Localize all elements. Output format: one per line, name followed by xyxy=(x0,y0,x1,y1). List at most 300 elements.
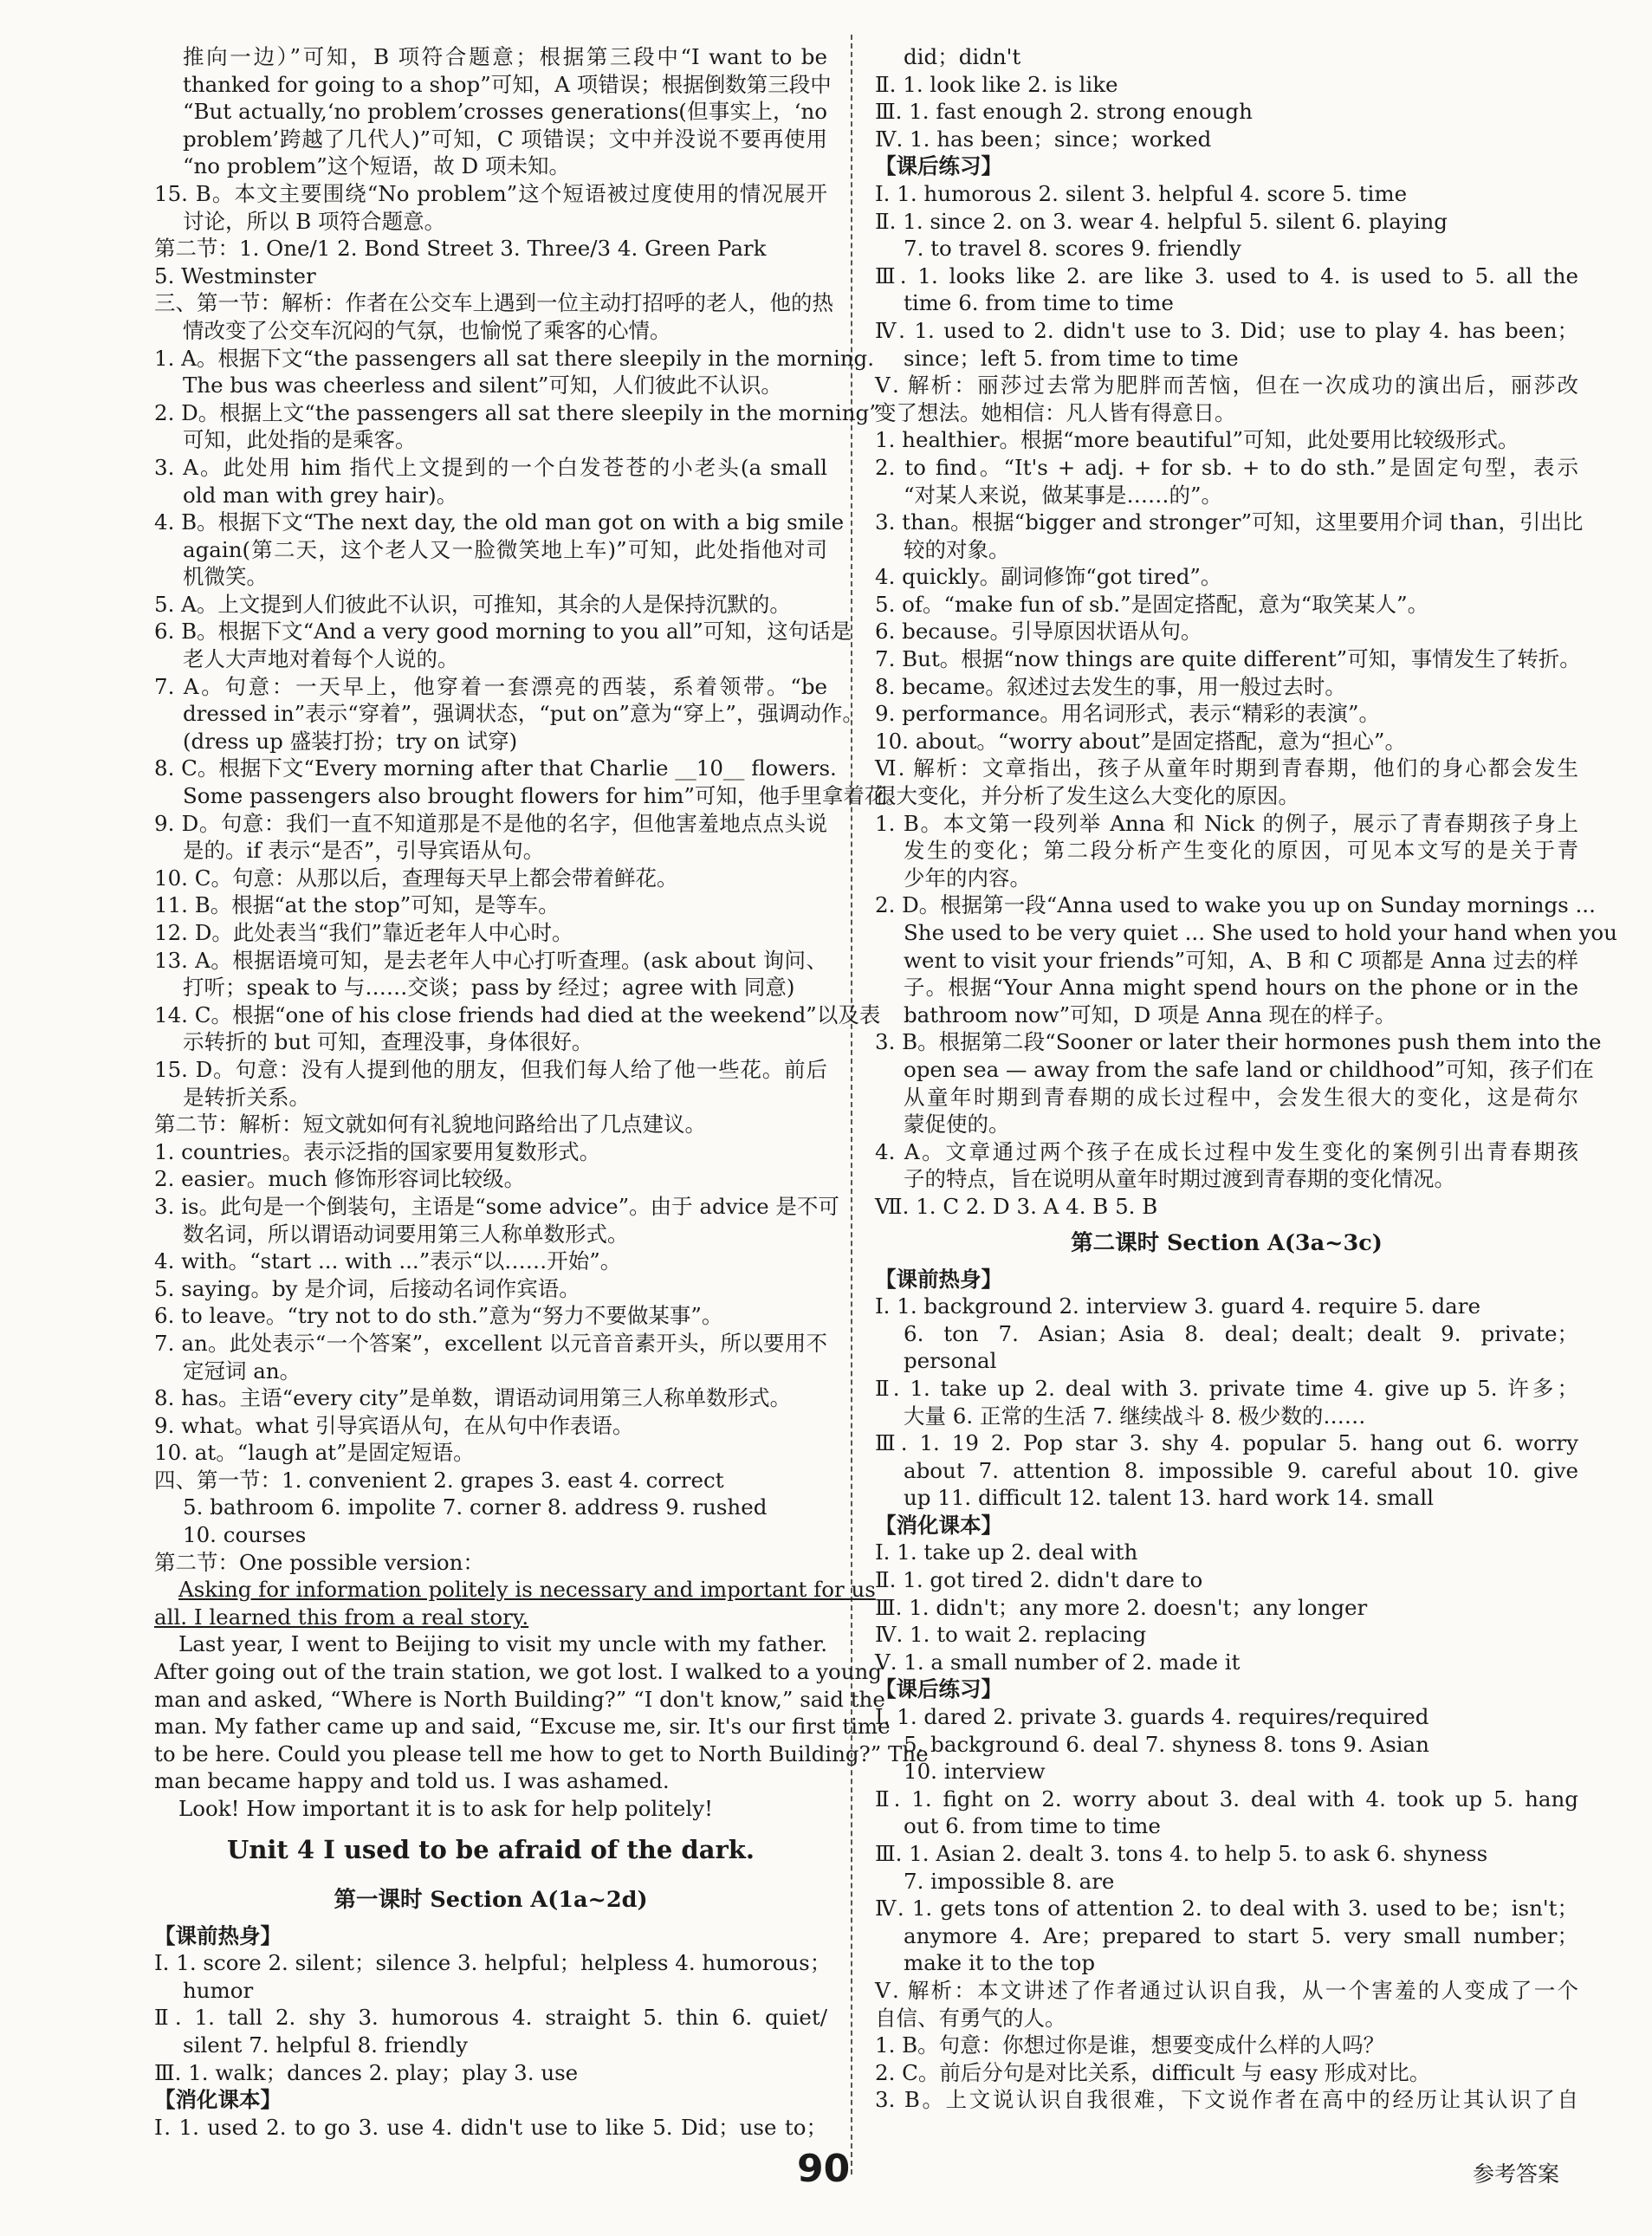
line-text: 2. easier。much 修饰形容词比较级。 xyxy=(154,1166,526,1192)
line-text: 7. A。句意：一天早上，他穿着一套漂亮的西装，系着领带。“be xyxy=(154,673,827,699)
text-line xyxy=(154,1138,827,1166)
line-text: 可知，此处指的是乘客。 xyxy=(183,427,417,453)
line-text: “no problem”这个短语，故 D 项未知。 xyxy=(183,153,570,179)
text-line xyxy=(154,262,827,290)
text-line xyxy=(154,919,827,947)
text-line xyxy=(875,563,1578,591)
line-text: Look! How important it is to ask for help politely! xyxy=(178,1796,713,1821)
text-line xyxy=(154,1001,881,1029)
text-line xyxy=(875,810,1578,838)
text-line xyxy=(875,1539,1578,1566)
text-line xyxy=(875,1375,1578,1403)
right-column xyxy=(875,43,1617,2114)
text-line xyxy=(154,345,875,373)
line-text: 7. to travel 8. scores 9. friendly xyxy=(904,236,1241,262)
text-line xyxy=(875,1675,1578,1703)
text-line xyxy=(875,837,1578,865)
text-line xyxy=(875,1812,1578,1840)
line-text: time 6. from time to time xyxy=(904,290,1174,316)
line-text: 三、第一节：解析：作者在公交车上遇到一位主动打招呼的老人，他的热 xyxy=(154,290,833,316)
text-line xyxy=(154,1877,827,1922)
line-text: 9. performance。用名词形式，表示“精彩的表演”。 xyxy=(875,701,1380,727)
line-text: Ⅲ. 1. looks like 2. are like 3. used to 4. is used to 5. all the xyxy=(875,262,1578,288)
line-text: 定冠词 an。 xyxy=(183,1358,301,1384)
text-line xyxy=(875,700,1578,728)
text-line xyxy=(154,372,827,399)
line-text: 10. C。句意：从那以后，查理每天早上都会带着鲜花。 xyxy=(154,865,678,891)
line-text: 3. than。根据“bigger and stronger”可知，这里要用介词 than，引出比 xyxy=(875,509,1584,535)
text-line xyxy=(875,1786,1578,1813)
text-line xyxy=(875,1084,1578,1112)
line-text: (dress up 盛装打扮；try on 试穿) xyxy=(183,728,518,754)
line-text: 1. B。本文第一段列举 Anna 和 Nick 的例子，展示了青春期孩子身上 xyxy=(875,810,1578,836)
line-text: 2. to find。“It's + adj. + for sb. + to do sth.”是固定句型，表示 xyxy=(875,454,1578,480)
text-line xyxy=(875,618,1578,645)
text-line xyxy=(875,1484,1578,1512)
text-line xyxy=(154,591,827,619)
line-text: 示转折的 but 可知，查理没事，身体很好。 xyxy=(183,1029,593,1055)
line-text: 老人大声地对着每个人说的。 xyxy=(183,646,459,672)
text-line xyxy=(154,1330,827,1358)
line-text: out 6. from time to time xyxy=(904,1813,1161,1839)
line-text: The bus was cheerless and silent”可知，人们彼此不认识。 xyxy=(183,373,782,399)
line-text: dressed in”表示“穿着”，强调状态，“put on”意为“穿上”，强调动作。 xyxy=(183,701,864,727)
line-text: 讨论，所以 B 项符合题意。 xyxy=(183,208,446,234)
line-text: silent 7. helpful 8. friendly xyxy=(183,2032,469,2058)
line-text: 15. B。本文主要围绕“No problem”这个短语被过度使用的情况展开 xyxy=(154,180,827,206)
line-text: 5. of。“make fun of sb.”是固定搭配，意为“取笑某人”。 xyxy=(875,591,1429,617)
line-text: 5. background 6. deal 7. shyness 8. tons 9. Asian xyxy=(904,1731,1429,1757)
line-text: 2. C。前后分句是对比关系，difficult 与 easy 形成对比。 xyxy=(875,2059,1431,2085)
text-line xyxy=(875,1949,1578,1977)
text-line xyxy=(875,536,1578,564)
line-text: 【课前热身】 xyxy=(875,1266,1002,1292)
line-text: 蒙促使的。 xyxy=(904,1112,1010,1137)
text-line xyxy=(875,317,1578,345)
line-text: Ⅱ. 1. take up 2. deal with 3. private time 4. give up 5. 许多； xyxy=(875,1375,1578,1401)
text-line xyxy=(154,1767,827,1795)
line-text: make it to the top xyxy=(904,1950,1096,1976)
text-line xyxy=(875,1266,1578,1293)
text-line xyxy=(875,208,1578,236)
line-text: 5. bathroom 6. impolite 7. corner 8. address 9. rushed xyxy=(183,1494,768,1520)
text-line xyxy=(154,728,827,755)
text-line xyxy=(154,536,827,564)
line-text: went to visit your friends”可知，A、B 和 C 项都是 Anna 过去的样 xyxy=(904,947,1578,973)
line-text: 推向一边）”可知，B 项符合题意；根据第三段中“I want to be xyxy=(183,44,827,69)
text-line xyxy=(154,1275,827,1303)
text-line xyxy=(875,891,1596,919)
line-text: 较的对象。 xyxy=(904,536,1010,562)
line-text: 4. B。根据下文“The next day, the old man got on with a big smile xyxy=(154,509,845,535)
text-line xyxy=(154,974,827,1001)
text-line xyxy=(154,426,827,454)
text-line xyxy=(875,2086,1578,2114)
text-line xyxy=(154,865,827,892)
line-text: up 11. difficult 12. talent 13. hard work 14. small xyxy=(904,1485,1434,1511)
text-line xyxy=(875,755,1578,782)
text-line xyxy=(875,2005,1578,2032)
text-line xyxy=(154,235,827,262)
left-column xyxy=(154,43,929,2141)
line-text: Ⅲ. 1. fast enough 2. strong enough xyxy=(875,99,1253,125)
text-line xyxy=(154,810,827,838)
line-text: 2. D。根据上文“the passengers all sat there sleepily in the morning” xyxy=(154,399,880,425)
line-text: Ⅱ. 1. got tired 2. didn't dare to xyxy=(875,1567,1203,1593)
line-text: personal xyxy=(904,1348,997,1374)
line-text: Ⅰ. 1. used 2. to go 3. use 4. didn't use to like 5. Did；use to； xyxy=(154,2114,827,2140)
text-line xyxy=(875,1165,1578,1193)
line-text: did；didn't xyxy=(904,44,1021,69)
text-line xyxy=(875,1138,1578,1166)
line-text: 【课后练习】 xyxy=(875,153,1002,179)
text-line xyxy=(154,947,827,975)
text-line xyxy=(875,426,1578,454)
text-line xyxy=(875,1056,1594,1084)
text-line xyxy=(875,673,1578,701)
line-text: Ⅱ. 1. look like 2. is like xyxy=(875,71,1118,97)
line-text: 6. ton 7. Asian；Asia 8. deal；dealt；dealt 9. private； xyxy=(904,1320,1578,1346)
text-line xyxy=(154,1922,827,1950)
text-line xyxy=(154,509,845,536)
text-line xyxy=(875,1221,1578,1266)
text-line xyxy=(875,71,1578,99)
text-line xyxy=(154,782,907,810)
text-line xyxy=(154,152,827,180)
line-text: 自信、有勇气的人。 xyxy=(875,2005,1066,2031)
text-line xyxy=(154,2086,827,2114)
line-text: 9. what。what 引导宾语从句，在从句中作表语。 xyxy=(154,1412,634,1438)
text-line xyxy=(875,399,1578,427)
line-text: Ⅶ. 1. C 2. D 3. A 4. B 5. B xyxy=(875,1193,1158,1219)
text-line xyxy=(875,865,1578,892)
text-line xyxy=(875,1731,1578,1759)
line-text: 变了想法。她相信：凡人皆有得意日。 xyxy=(875,399,1236,425)
text-line xyxy=(875,1320,1578,1348)
line-text: Ⅲ. 1. walk；dances 2. play；play 3. use xyxy=(154,2059,579,2085)
line-text: thanked for going to a shop”可知，A 项错误；根据倒数第三段中 xyxy=(183,71,832,97)
line-text: 【消化课本】 xyxy=(154,2087,282,2113)
text-line xyxy=(875,372,1578,399)
text-line xyxy=(875,1977,1578,2005)
line-text: 大量 6. 正常的生活 7. 继续战斗 8. 极少数的…… xyxy=(904,1403,1366,1429)
line-text: 3. B。上文说认识自我很难，下文说作者在高中的经历让其认识了自 xyxy=(875,2087,1578,2113)
text-line xyxy=(154,208,827,236)
line-text: Ⅳ. 1. to wait 2. replacing xyxy=(875,1622,1147,1648)
line-text: Ⅳ. 1. has been；since；worked xyxy=(875,126,1212,152)
text-line xyxy=(875,509,1584,536)
text-line xyxy=(875,974,1578,1001)
text-line xyxy=(875,235,1578,262)
text-line xyxy=(154,454,827,482)
line-text: 9. D。句意：我们一直不知道那是不是他的名字，但他害羞地点点头说 xyxy=(154,810,827,836)
text-line xyxy=(875,782,1578,810)
line-text: 1. healthier。根据“more beautiful”可知，此处要用比较级形式。 xyxy=(875,427,1519,453)
text-line xyxy=(154,645,827,673)
line-text: 第一课时 Section A(1a~2d) xyxy=(334,1886,648,1913)
text-line xyxy=(154,1056,827,1084)
line-text: 1. B。句意：你想过你是谁，想要变成什么样的人吗？ xyxy=(875,2032,1385,2058)
line-text: 是的。if 表示“是否”，引导宾语从句。 xyxy=(183,838,545,864)
text-line xyxy=(154,1248,827,1275)
line-text: Ⅴ. 解析：本文讲述了作者通过认识自我，从一个害羞的人变成了一个 xyxy=(875,1977,1578,2003)
text-line xyxy=(875,1868,1578,1896)
line-text: Ⅰ. 1. dared 2. private 3. guards 4. requires/required xyxy=(875,1704,1429,1730)
text-line xyxy=(875,1293,1578,1320)
text-line xyxy=(154,1467,827,1494)
text-line xyxy=(875,43,1578,71)
text-line xyxy=(875,454,1578,482)
text-line xyxy=(154,563,827,591)
text-line xyxy=(154,1977,827,2005)
line-text: 8. C。根据下文“Every morning after that Charlie __10__ flowers. xyxy=(154,755,837,781)
line-text: 2. D。根据第一段“Anna used to wake you up on Sunday mornings ... xyxy=(875,892,1596,918)
line-text: Ⅰ. 1. score 2. silent；silence 3. helpful；helpless 4. humorous； xyxy=(154,1950,832,1976)
text-line xyxy=(154,1949,832,1977)
line-text: 6. B。根据下文“And a very good morning to you all”可知，这句话是 xyxy=(154,619,852,645)
line-text: Unit 4 I used to be afraid of the dark. xyxy=(227,1834,755,1864)
text-line xyxy=(154,1795,827,1823)
line-text: Ⅴ. 解析：丽莎过去常为肥胖而苦恼，但在一次成功的演出后，丽莎改 xyxy=(875,373,1578,399)
text-line xyxy=(154,1412,827,1440)
line-text: 6. because。引导原因状语从句。 xyxy=(875,619,1202,645)
page-number: 90 xyxy=(797,2147,851,2191)
text-line xyxy=(875,482,1578,509)
text-line xyxy=(154,891,827,919)
text-line xyxy=(875,1193,1578,1221)
text-line xyxy=(875,1028,1602,1056)
text-line xyxy=(154,618,852,645)
line-text: Ⅲ. 1. 19 2. Pop star 3. shy 4. popular 5. hang out 6. worry xyxy=(875,1430,1578,1456)
text-line xyxy=(875,2059,1578,2087)
text-line xyxy=(875,262,1578,290)
line-text: 3. is。此句是一个倒装句，主语是“some advice”。由于 advice 是不可 xyxy=(154,1193,839,1219)
text-line xyxy=(154,1084,827,1112)
line-text: old man with grey hair)。 xyxy=(183,482,458,508)
text-line xyxy=(154,2004,827,2032)
text-line xyxy=(875,180,1578,208)
text-line xyxy=(154,1823,827,1877)
line-text: Ⅱ. 1. since 2. on 3. wear 4. helpful 5. silent 6. playing xyxy=(875,208,1448,234)
line-text: Ⅲ. 1. didn't；any more 2. doesn't；any longer xyxy=(875,1594,1368,1620)
text-line xyxy=(875,728,1578,755)
line-text: 3. A。此处用 him 指代上文提到的一个白发苍苍的小老头(a small xyxy=(154,454,827,480)
text-line xyxy=(875,1594,1578,1622)
line-text: 情改变了公交车沉闷的气氛，也愉悦了乘客的心情。 xyxy=(183,317,671,343)
line-text: 第二节：1. One/1 2. Bond Street 3. Three/3 4. Green Park xyxy=(154,236,767,262)
text-line xyxy=(875,919,1617,947)
line-text: 机微笑。 xyxy=(183,564,268,590)
text-line xyxy=(875,1758,1578,1786)
line-text: man and asked, “Where is North Building?” “I don't know,” said the xyxy=(154,1686,885,1712)
line-text: 四、第一节：1. convenient 2. grapes 3. east 4. correct xyxy=(154,1467,724,1493)
line-text: 【课后练习】 xyxy=(875,1676,1002,1702)
text-line xyxy=(154,755,837,782)
line-text: 很大变化，并分析了发生这么大变化的原因。 xyxy=(875,783,1299,809)
text-line xyxy=(875,1403,1578,1430)
line-text: 打听；speak to 与……交谈；pass by 经过；agree with 同意) xyxy=(183,975,795,1001)
text-line xyxy=(875,1621,1578,1649)
line-text: Ⅴ. 1. a small number of 2. made it xyxy=(875,1649,1241,1675)
line-text: 3. B。根据第二段“Sooner or later their hormones push them into the xyxy=(875,1029,1602,1055)
line-text: to be here. Could you please tell me how to get to North Building?” The xyxy=(154,1740,929,1766)
line-text: 从童年时期到青春期的成长过程中，会发生很大的变化，这是荷尔 xyxy=(904,1084,1578,1110)
line-text: After going out of the train station, we got lost. I walked to a young xyxy=(154,1659,882,1685)
text-line xyxy=(154,1658,882,1686)
text-line xyxy=(154,1165,827,1193)
text-line xyxy=(875,98,1578,126)
line-text: 7. an。此处表示“一个答案”，excellent 以元音音素开头，所以要用不 xyxy=(154,1330,827,1356)
line-text: 第二节：One possible version： xyxy=(154,1549,484,1575)
text-line xyxy=(154,317,827,345)
text-line xyxy=(875,2032,1578,2059)
line-text: since；left 5. from time to time xyxy=(904,345,1239,371)
line-text: Ⅰ. 1. take up 2. deal with xyxy=(875,1539,1138,1565)
text-line xyxy=(154,399,880,427)
text-line xyxy=(875,1895,1578,1922)
text-line xyxy=(154,1439,827,1467)
line-text: man. My father came up and said, “Excuse me, sir. It's our first time xyxy=(154,1714,891,1740)
line-text: 10. at。“laugh at”是固定短语。 xyxy=(154,1440,475,1466)
text-line xyxy=(154,289,833,317)
line-text: Ⅱ. 1. tall 2. shy 3. humorous 4. straight 5. thin 6. quiet/ xyxy=(154,2005,827,2031)
line-text: 5. A。上文提到人们彼此不认识，可推知，其余的人是保持沉默的。 xyxy=(154,591,791,617)
line-text: man became happy and told us. I was ashamed. xyxy=(154,1768,670,1794)
text-line xyxy=(154,1494,827,1521)
text-line xyxy=(154,1604,827,1631)
line-text: 4. quickly。副词修饰“got tired”。 xyxy=(875,564,1222,590)
line-text: 7. impossible 8. are xyxy=(904,1868,1115,1894)
line-text: again(第二天，这个老人又一脸微笑地上车)”可知，此处指他对司 xyxy=(183,536,827,562)
line-text: 第二课时 Section A(3a~3c) xyxy=(1071,1229,1383,1256)
line-text: Ⅳ. 1. used to 2. didn't use to 3. Did；use to play 4. has been； xyxy=(875,317,1578,343)
line-text: 数名词，所以谓语动词要用第三人称单数形式。 xyxy=(183,1221,629,1247)
text-line xyxy=(875,1566,1578,1594)
line-text: 子。根据“Your Anna might spend hours on the phone or in the xyxy=(904,975,1578,1001)
line-text: Some passengers also brought flowers for him”可知，他手里拿着花。 xyxy=(183,783,907,809)
line-text: 少年的内容。 xyxy=(904,865,1031,891)
line-text: 4. with。“start ... with ...”表示“以……开始”。 xyxy=(154,1248,622,1274)
text-line xyxy=(154,98,827,126)
text-line xyxy=(875,289,1578,317)
text-line xyxy=(154,1302,827,1330)
line-text: “But actually,‘no problem’crosses generations(但事实上，‘no xyxy=(183,99,827,125)
text-line xyxy=(154,1576,876,1604)
line-text: She used to be very quiet ... She used to hold your hand when you xyxy=(904,920,1617,945)
line-text: 是转折关系。 xyxy=(183,1084,310,1110)
line-text: 1. A。根据下文“the passengers all sat there sleepily in the morning. xyxy=(154,345,875,371)
line-text: Last year, I went to Beijing to visit my uncle with my father. xyxy=(178,1631,827,1657)
line-text: Ⅱ. 1. fight on 2. worry about 3. deal with 4. took up 5. hang xyxy=(875,1786,1578,1811)
line-text: Ⅲ. 1. Asian 2. dealt 3. tons 4. to help 5. to ask 6. shyness xyxy=(875,1841,1488,1866)
text-line xyxy=(154,1358,827,1385)
text-line xyxy=(875,1001,1578,1029)
line-text: Ⅳ. 1. gets tons of attention 2. to deal with 3. used to be；isn't； xyxy=(875,1896,1578,1922)
text-line xyxy=(875,1840,1578,1868)
text-line xyxy=(154,2032,827,2059)
line-text: 5. Westminster xyxy=(154,262,316,288)
text-line xyxy=(875,152,1578,180)
line-text: 8. has。主语“every city”是单数，谓语动词用第三人称单数形式。 xyxy=(154,1385,792,1411)
line-text: 7. But。根据“now things are quite different”可知，事情发生了转折。 xyxy=(875,646,1581,672)
text-line xyxy=(154,126,827,153)
text-line xyxy=(875,1649,1578,1676)
line-text: 15. D。句意：没有人提到他的朋友，但我们每人给了他一些花。前后 xyxy=(154,1056,827,1082)
line-text: bathroom now”可知，D 项是 Anna 现在的样子。 xyxy=(904,1001,1396,1027)
text-line xyxy=(875,591,1578,619)
text-line xyxy=(154,1384,827,1412)
text-line xyxy=(154,1630,827,1658)
line-text: 12. D。此处表当“我们”靠近老年人中心时。 xyxy=(154,920,573,945)
line-text: 4. A。文章通过两个孩子在成长过程中发生变化的案例引出青春期孩 xyxy=(875,1138,1578,1164)
line-text: all. I learned this from a real story. xyxy=(154,1604,529,1630)
text-line xyxy=(154,1193,839,1221)
line-text: Ⅰ. 1. humorous 2. silent 3. helpful 4. score 5. time xyxy=(875,180,1408,206)
line-text: 14. C。根据“one of his close friends had died at the weekend”以及表 xyxy=(154,1001,881,1027)
text-line xyxy=(875,1429,1578,1457)
text-line xyxy=(154,2059,827,2087)
line-text: 6. to leave。“try not to do sth.”意为“努力不要做某事”。 xyxy=(154,1303,723,1329)
line-text: about 7. attention 8. impossible 9. careful about 10. give xyxy=(904,1457,1578,1483)
text-line xyxy=(875,1703,1578,1731)
text-line xyxy=(154,1740,929,1768)
line-text: 发生的变化；第二段分析产生变化的原因，可见本文写的是关于青 xyxy=(904,838,1578,864)
text-line xyxy=(875,345,1578,373)
text-line xyxy=(154,1521,827,1549)
text-line xyxy=(154,1686,885,1714)
line-text: Ⅰ. 1. background 2. interview 3. guard 4. require 5. dare xyxy=(875,1293,1480,1319)
text-line xyxy=(875,1111,1578,1138)
line-text: 11. B。根据“at the stop”可知，是等车。 xyxy=(154,892,560,918)
text-line xyxy=(154,43,827,71)
text-line xyxy=(154,482,827,509)
text-line xyxy=(154,1549,827,1577)
text-line xyxy=(875,1922,1578,1950)
text-line xyxy=(154,71,832,99)
line-text: 10. courses xyxy=(183,1522,307,1548)
line-text: humor xyxy=(183,1977,254,2003)
text-line xyxy=(154,1713,891,1740)
line-text: 【消化课本】 xyxy=(875,1512,1002,1538)
line-text: problem’跨越了几代人)”可知，C 项错误；文中并没说不要再使用 xyxy=(183,126,827,152)
text-line xyxy=(154,700,864,728)
text-line xyxy=(875,947,1578,975)
line-text: 13. A。根据语境可知，是去老年人中心打听查理。(ask about 询问、 xyxy=(154,947,827,973)
line-text: anymore 4. Are；prepared to start 5. very small number； xyxy=(904,1922,1578,1948)
text-line xyxy=(875,645,1581,673)
text-line xyxy=(154,1111,827,1138)
text-line xyxy=(875,126,1578,153)
text-line xyxy=(154,180,827,208)
text-line xyxy=(154,837,827,865)
text-line xyxy=(875,1457,1578,1485)
text-line xyxy=(154,1028,827,1056)
line-text: 10. interview xyxy=(904,1759,1046,1785)
line-text: 10. about。“worry about”是固定搭配，意为“担心”。 xyxy=(875,728,1406,754)
line-text: 【课前热身】 xyxy=(154,1922,282,1948)
line-text: Asking for information politely is necessary and important for us xyxy=(178,1577,876,1603)
line-text: 子的特点，旨在说明从童年时期过渡到青春期的变化情况。 xyxy=(904,1166,1455,1192)
line-text: “对某人来说，做某事是……的”。 xyxy=(904,482,1223,508)
line-text: open sea — away from the safe land or childhood”可知，孩子们在 xyxy=(904,1056,1594,1082)
line-text: 5. saying。by 是介词，后接动名词作宾语。 xyxy=(154,1275,580,1301)
text-line xyxy=(875,1512,1578,1539)
text-line xyxy=(154,1221,827,1248)
line-text: Ⅵ. 解析：文章指出，孩子从童年时期到青春期，他们的身心都会发生 xyxy=(875,755,1578,781)
footer-label: 参考答案 xyxy=(1473,2161,1560,2187)
text-line xyxy=(154,673,827,701)
text-line xyxy=(154,2114,827,2142)
